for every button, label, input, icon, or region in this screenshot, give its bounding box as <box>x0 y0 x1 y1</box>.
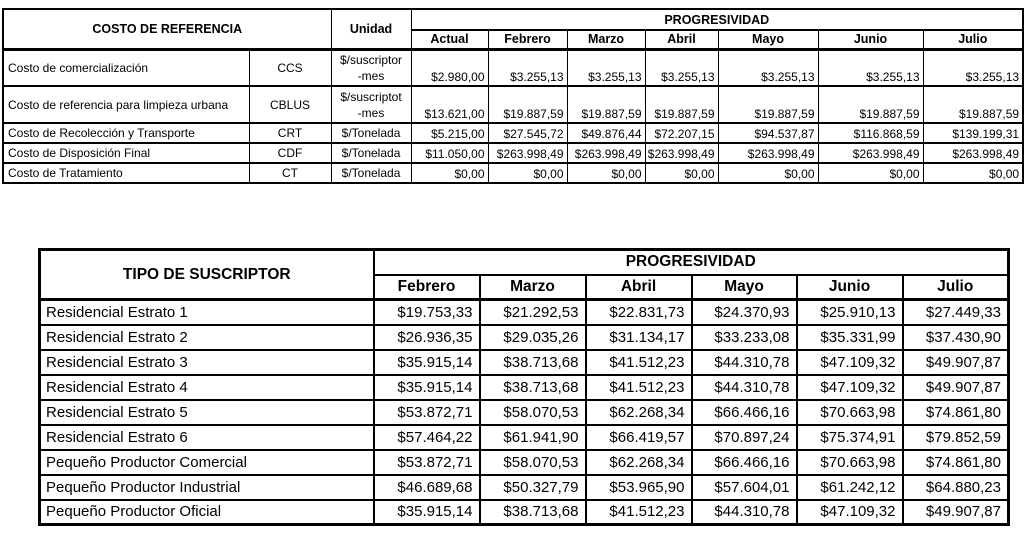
value-cell: $116.868,59 <box>818 123 923 143</box>
cost-code-cell: CT <box>249 163 331 183</box>
value-cell: $263.998,49 <box>488 143 567 163</box>
value-cell: $3.255,13 <box>488 49 567 86</box>
value-cell: $44.310,78 <box>692 375 797 400</box>
subscriber-type-cell: Residencial Estrato 3 <box>40 350 374 375</box>
value-cell: $0,00 <box>488 163 567 183</box>
value-cell: $58.070,53 <box>480 400 586 425</box>
value-cell: $53.965,90 <box>586 475 692 500</box>
table1-month-header: Junio <box>818 30 923 49</box>
table2-month-header: Junio <box>797 275 903 300</box>
value-cell: $3.255,13 <box>818 49 923 86</box>
unit-line: $/Tonelada <box>341 166 401 180</box>
value-cell: $47.109,32 <box>797 350 903 375</box>
table-row <box>40 500 1009 525</box>
table2-header-row-1 <box>40 250 1009 275</box>
value-cell: $31.134,17 <box>586 325 692 350</box>
table2-month-header: Julio <box>903 275 1009 300</box>
table2-month-header: Abril <box>586 275 692 300</box>
value-cell: $19.887,59 <box>818 86 923 123</box>
value-cell: $13.621,00 <box>411 86 488 123</box>
value-cell: $41.512,23 <box>586 375 692 400</box>
subscriber-type-cell: Pequeño Productor Comercial <box>40 450 374 475</box>
value-cell: $66.466,16 <box>692 450 797 475</box>
table1-month-header: Actual <box>411 30 488 49</box>
subscriber-type-cell: Residencial Estrato 1 <box>40 300 374 325</box>
table-row <box>3 143 1023 163</box>
value-cell: $19.753,33 <box>374 300 480 325</box>
cost-unit-cell <box>331 143 411 163</box>
value-cell: $53.872,71 <box>374 400 480 425</box>
table1-month-header: Marzo <box>567 30 645 49</box>
value-cell: $70.663,98 <box>797 400 903 425</box>
value-cell: $61.242,12 <box>797 475 903 500</box>
value-cell: $44.310,78 <box>692 500 797 525</box>
value-cell: $70.663,98 <box>797 450 903 475</box>
unit-line: -mes <box>357 105 385 120</box>
table-row <box>3 49 1023 86</box>
table-row <box>40 325 1009 350</box>
table1-title-cell: COSTO DE REFERENCIA <box>3 9 331 49</box>
table1-header-row-1 <box>3 9 1023 30</box>
cost-unit-cell <box>331 163 411 183</box>
value-cell: $21.292,53 <box>480 300 586 325</box>
value-cell: $37.430,90 <box>903 325 1009 350</box>
value-cell: $263.998,49 <box>818 143 923 163</box>
value-cell: $49.907,87 <box>903 350 1009 375</box>
value-cell: $47.109,32 <box>797 375 903 400</box>
table1-month-header: Abril <box>645 30 718 49</box>
value-cell: $19.887,59 <box>488 86 567 123</box>
value-cell: $74.861,80 <box>903 450 1009 475</box>
value-cell: $0,00 <box>718 163 818 183</box>
cost-code-cell: CRT <box>249 123 331 143</box>
table1-unidad-header: Unidad <box>331 9 411 49</box>
table2-month-header: Febrero <box>374 275 480 300</box>
table1-month-header: Julio <box>923 30 1023 49</box>
table1-month-header: Mayo <box>718 30 818 49</box>
value-cell: $79.852,59 <box>903 425 1009 450</box>
unit-line: -mes <box>357 68 385 83</box>
value-cell: $263.998,49 <box>567 143 645 163</box>
unit-line: $/suscriptot <box>340 89 402 104</box>
value-cell: $5.215,00 <box>411 123 488 143</box>
subscriber-type-cell: Residencial Estrato 6 <box>40 425 374 450</box>
subscriber-type-cell: Residencial Estrato 4 <box>40 375 374 400</box>
value-cell: $29.035,26 <box>480 325 586 350</box>
value-cell: $70.897,24 <box>692 425 797 450</box>
value-cell: $38.713,68 <box>480 375 586 400</box>
value-cell: $0,00 <box>818 163 923 183</box>
value-cell: $19.887,59 <box>923 86 1023 123</box>
value-cell: $38.713,68 <box>480 500 586 525</box>
subscriber-type-cell: Residencial Estrato 5 <box>40 400 374 425</box>
value-cell: $27.545,72 <box>488 123 567 143</box>
value-cell: $35.915,14 <box>374 500 480 525</box>
cost-unit-cell <box>331 86 411 123</box>
value-cell: $3.255,13 <box>567 49 645 86</box>
value-cell: $263.998,49 <box>718 143 818 163</box>
value-cell: $50.327,79 <box>480 475 586 500</box>
value-cell: $49.907,87 <box>903 375 1009 400</box>
value-cell: $44.310,78 <box>692 350 797 375</box>
cost-name-cell: Costo de referencia para limpieza urbana <box>3 86 249 123</box>
value-cell: $139.199,31 <box>923 123 1023 143</box>
value-cell: $58.070,53 <box>480 450 586 475</box>
value-cell: $35.331,99 <box>797 325 903 350</box>
value-cell: $263.998,49 <box>923 143 1023 163</box>
table-row <box>40 450 1009 475</box>
value-cell: $72.207,15 <box>645 123 718 143</box>
cost-name-cell: Costo de Recolección y Transporte <box>3 123 249 143</box>
value-cell: $24.370,93 <box>692 300 797 325</box>
value-cell: $19.887,59 <box>645 86 718 123</box>
value-cell: $263.998,49 <box>645 143 718 163</box>
value-cell: $22.831,73 <box>586 300 692 325</box>
value-cell: $3.255,13 <box>718 49 818 86</box>
value-cell: $33.233,08 <box>692 325 797 350</box>
value-cell: $57.464,22 <box>374 425 480 450</box>
value-cell: $25.910,13 <box>797 300 903 325</box>
unit-line: $/suscriptor <box>340 52 403 67</box>
subscriber-type-cell: Pequeño Productor Industrial <box>40 475 374 500</box>
cost-name-cell: Costo de comercialización <box>3 49 249 86</box>
cost-unit-cell <box>331 123 411 143</box>
value-cell: $41.512,23 <box>586 500 692 525</box>
value-cell: $64.880,23 <box>903 475 1009 500</box>
value-cell: $2.980,00 <box>411 49 488 86</box>
cost-name-cell: Costo de Disposición Final <box>3 143 249 163</box>
table-row <box>40 425 1009 450</box>
value-cell: $46.689,68 <box>374 475 480 500</box>
value-cell: $35.915,14 <box>374 375 480 400</box>
value-cell: $47.109,32 <box>797 500 903 525</box>
subscriber-type-cell: Pequeño Productor Oficial <box>40 500 374 525</box>
value-cell: $57.604,01 <box>692 475 797 500</box>
value-cell: $19.887,59 <box>718 86 818 123</box>
value-cell: $19.887,59 <box>567 86 645 123</box>
value-cell: $53.872,71 <box>374 450 480 475</box>
unit-line: $/Tonelada <box>341 146 401 160</box>
value-cell: $0,00 <box>567 163 645 183</box>
value-cell: $3.255,13 <box>923 49 1023 86</box>
table-row <box>40 475 1009 500</box>
value-cell: $61.941,90 <box>480 425 586 450</box>
table2-progresividad-header: PROGRESIVIDAD <box>374 250 1009 275</box>
value-cell: $94.537,87 <box>718 123 818 143</box>
value-cell: $41.512,23 <box>586 350 692 375</box>
value-cell: $0,00 <box>645 163 718 183</box>
table1-month-header: Febrero <box>488 30 567 49</box>
value-cell: $66.419,57 <box>586 425 692 450</box>
value-cell: $26.936,35 <box>374 325 480 350</box>
table-row <box>3 86 1023 123</box>
value-cell: $75.374,91 <box>797 425 903 450</box>
value-cell: $27.449,33 <box>903 300 1009 325</box>
table2-month-header: Mayo <box>692 275 797 300</box>
table2-title-cell: TIPO DE SUSCRIPTOR <box>40 250 374 300</box>
value-cell: $66.466,16 <box>692 400 797 425</box>
cost-unit-cell <box>331 49 411 86</box>
value-cell: $49.907,87 <box>903 500 1009 525</box>
cost-code-cell: CBLUS <box>249 86 331 123</box>
cost-code-cell: CCS <box>249 49 331 86</box>
cost-name-cell: Costo de Tratamiento <box>3 163 249 183</box>
value-cell: $74.861,80 <box>903 400 1009 425</box>
table-row <box>40 300 1009 325</box>
value-cell: $0,00 <box>411 163 488 183</box>
table2-month-header: Marzo <box>480 275 586 300</box>
value-cell: $38.713,68 <box>480 350 586 375</box>
table-row <box>40 375 1009 400</box>
value-cell: $49.876,44 <box>567 123 645 143</box>
unit-line: $/Tonelada <box>341 126 401 140</box>
value-cell: $3.255,13 <box>645 49 718 86</box>
table1-progresividad-header: PROGRESIVIDAD <box>411 9 1023 30</box>
subscriber-type-cell: Residencial Estrato 2 <box>40 325 374 350</box>
table-row <box>40 400 1009 425</box>
table-row <box>3 123 1023 143</box>
cost-code-cell: CDF <box>249 143 331 163</box>
costo-de-referencia-table <box>2 8 1024 184</box>
value-cell: $11.050,00 <box>411 143 488 163</box>
table-row <box>40 350 1009 375</box>
value-cell: $62.268,34 <box>586 450 692 475</box>
value-cell: $35.915,14 <box>374 350 480 375</box>
table-row <box>3 163 1023 183</box>
value-cell: $0,00 <box>923 163 1023 183</box>
tipo-de-suscriptor-table <box>38 248 1010 526</box>
value-cell: $62.268,34 <box>586 400 692 425</box>
